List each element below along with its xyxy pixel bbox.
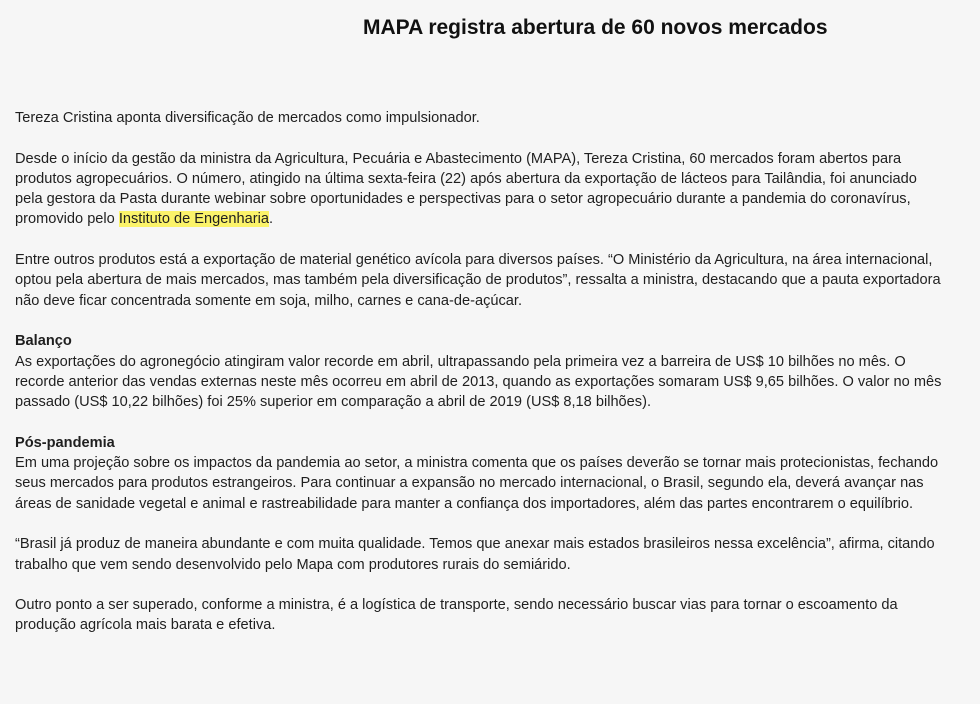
post-pandemic-section	[15, 433, 945, 514]
balance-section	[15, 331, 945, 412]
balance-text: As exportações do agronegócio atingiram valor recorde em abril, ultrapassando pela primeira vez a barreira de US$ 10 bilhões no mês. O recorde anterior das vendas externas neste mês ocorreu em abril de 2013, quando as exportações somaram US$ 9,65 bilhões. O valor no mês passado (US$ 10,22 bilhões) foi 25% superior em comparação a abril de 2019 (US$ 8,18 bilhões).	[15, 353, 942, 411]
post-pandemic-heading: Pós-pandemia	[15, 434, 115, 451]
intro-end: .	[268, 211, 274, 228]
closing-paragraph: Outro ponto a ser superado, conforme a ministra, é a logística de transporte, sendo necessário buscar vias para tornar o escoamento da produção agrícola mais barata e efetiva.	[15, 597, 898, 634]
institute-highlight: Instituto de Engenharia	[118, 211, 269, 228]
intro-text: Desde o início da gestão da ministra da Agricultura, Pecuária e Abastecimento (MAPA), Tereza Cristina, 60 mercados foram abertos para produtos agropecuários. O número, atingido na última sexta-feira (22) após abertura da exportação de lácteos para Tailândia, foi anunciado pela gestora da Pasta durante webinar sobre oportunidades e perspectivas para o setor agropecuário durante a pandemia do coronavírus, promovido pelo	[15, 150, 917, 228]
article-title: MAPA registra abertura de 60 novos mercados	[363, 16, 828, 39]
balance-heading: Balanço	[15, 333, 72, 350]
intro-paragraph	[15, 149, 945, 230]
article-body	[15, 108, 945, 636]
products-paragraph: Entre outros produtos está a exportação de material genético avícola para diversos países. “O Ministério da Agricultura, na área internacional, optou pela abertura de mais mercados, mas também pela diversificação de produtos”, ressalta a ministra, destacando que a pauta exportadora não deve ficar concentrada somente em soja, milho, carnes e cana-de-açúcar.	[15, 252, 941, 309]
post-pandemic-text: Em uma projeção sobre os impactos da pandemia ao setor, a ministra comenta que os países deverão se tornar mais protecionistas, fechando seus mercados para produtos estrangeiros. Para continuar a expansão no mercado internacional, o Brasil, segundo ela, deverá avançar nas áreas de sanidade vegetal e animal e rastreabilidade para manter a confiança dos importadores, além das partes encontrarem o equilíbrio.	[15, 455, 939, 512]
lead-paragraph: Tereza Cristina aponta diversificação de mercados como impulsionador.	[15, 110, 480, 126]
quote-paragraph: “Brasil já produz de maneira abundante e com muita qualidade. Temos que anexar mais estados brasileiros nessa excelência”, afirma, citando trabalho que vem sendo desenvolvido pelo Mapa com produtores rurais do semiárido.	[15, 536, 935, 573]
